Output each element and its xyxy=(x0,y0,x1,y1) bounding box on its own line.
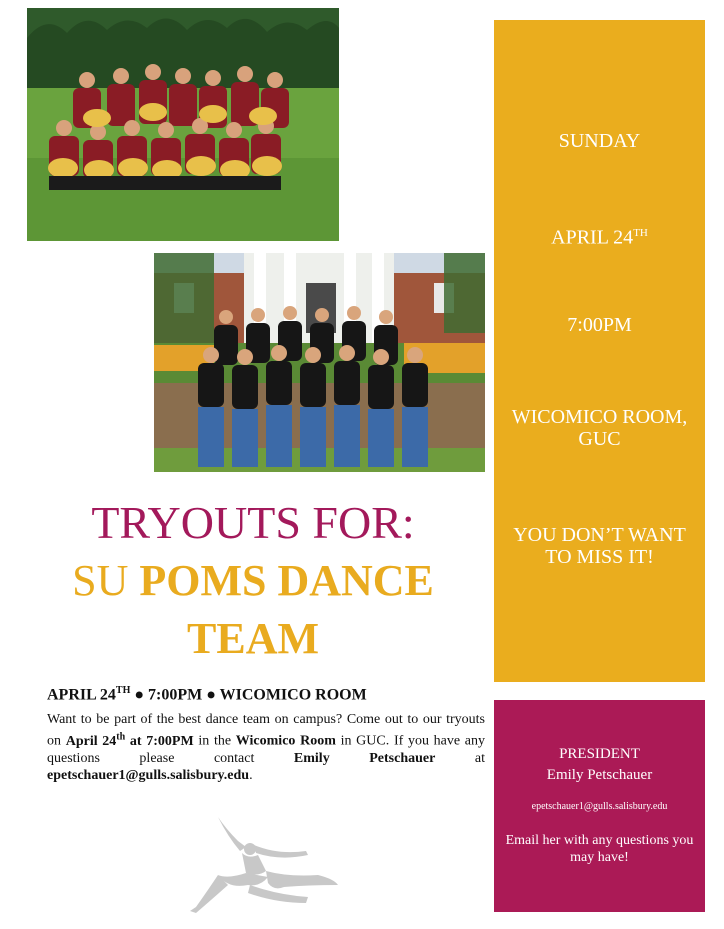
headline-line-3: TEAM xyxy=(187,614,319,663)
poms-team-field-photo xyxy=(27,8,339,241)
event-info-sidebar xyxy=(494,20,705,682)
headline-line-1: TRYOUTS FOR: xyxy=(91,497,415,548)
headline xyxy=(40,494,466,668)
dancer-silhouette-icon xyxy=(188,815,338,915)
contact-box xyxy=(494,700,705,912)
contact-note: Email her with any questions you may have! xyxy=(505,833,694,865)
event-time: 7:00PM xyxy=(567,314,632,336)
event-details-line: APRIL 24TH ● 7:00PM ● WICOMICO ROOM xyxy=(47,685,367,704)
poms-team-building-photo xyxy=(154,253,485,472)
contact-role: PRESIDENT xyxy=(559,746,640,762)
contact-email[interactable]: epetschauer1@gulls.salisbury.edu xyxy=(531,801,668,812)
invitation-paragraph: Want to be part of the best dance team on campus? Come out to our tryouts on April 24th at 7:00PM in the Wicomico Room in GUC. If you have any questions please contact Emily Petschauer at epetschauer1@gulls.salisbury.edu. xyxy=(47,712,486,783)
event-day: SUNDAY xyxy=(558,130,641,152)
event-location: WICOMICO ROOM, GUC xyxy=(511,406,688,450)
headline-line-2: SU POMS DANCE xyxy=(72,556,434,605)
call-to-action: YOU DON’T WANT TO MISS IT! xyxy=(513,524,686,568)
event-date: APRIL 24TH xyxy=(551,226,648,249)
contact-email-link[interactable]: epetschauer1@gulls.salisbury.edu xyxy=(47,767,250,783)
contact-name: Emily Petschauer xyxy=(546,767,653,783)
